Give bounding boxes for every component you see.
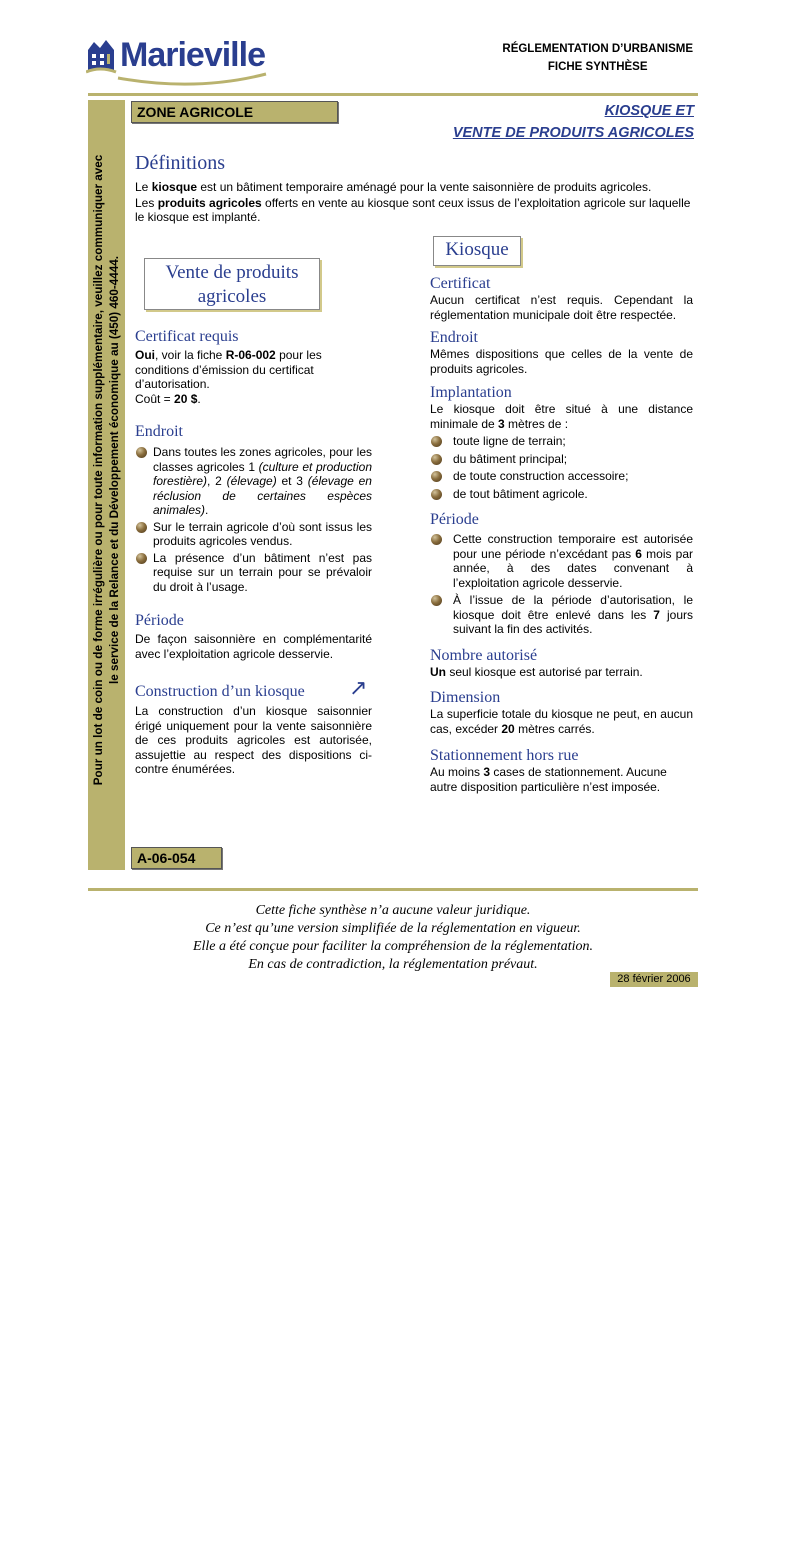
nombre-heading: Nombre autorisé [430, 646, 538, 664]
vente-box-line-2: agricoles [197, 286, 267, 307]
construction-heading-row [135, 675, 372, 701]
definitions-text [135, 180, 693, 225]
kiosque-endroit-heading: Endroit [430, 329, 478, 346]
definitions-heading: Définitions [135, 152, 225, 174]
footer-disclaimer [88, 902, 698, 974]
bullet-icon [136, 447, 147, 458]
logo [86, 30, 266, 86]
bullet-icon [431, 454, 442, 465]
title-line-2: VENTE DE PRODUITS AGRICOLES [452, 125, 694, 141]
document-date [610, 972, 698, 987]
logo-text: Marieville [120, 36, 265, 74]
title-line-1: KIOSQUE ET [604, 103, 694, 119]
arrow-icon: ↗ [349, 675, 368, 700]
definition-kiosque: Le kiosque est un bâtiment temporaire aménagé pour la vente saisonnière de produits agricoles. [135, 180, 652, 194]
kiosque-periode-item-1: Cette construction temporaire est autorisée pour une période n’excédant pas 6 mois par année, à des dates convenant à l’exploitation agricole desservie. [430, 532, 693, 590]
endroit-item-2: Sur le terrain agricole d’où sont issus les produits agricoles vendus. [135, 520, 372, 549]
left-column [135, 328, 372, 777]
bottom-rule [88, 888, 698, 891]
construction-text: La construction d’un kiosque saisonnier érigé uniquement pour la vente saisonnière de ces produits agricoles est autorisée, assujettie au respect des dispositions ci-contre énumérées. [135, 704, 372, 776]
endroit-heading: Endroit [135, 423, 183, 440]
certificat-requis-text: Oui, voir la fiche R-06-002 pour les conditions d’émission du certificat d’autorisation. Coût = 20 $. [135, 348, 322, 406]
implantation-item-4: de tout bâtiment agricole. [430, 487, 693, 502]
kiosque-certificat-heading: Certificat [430, 275, 491, 292]
implantation-item-2: du bâtiment principal; [430, 452, 693, 467]
document-code [131, 847, 222, 869]
stationnement-heading: Stationnement hors rue [430, 747, 579, 764]
document-date-text: 28 février 2006 [617, 973, 691, 985]
kiosque-periode-heading: Période [430, 511, 479, 528]
zone-label-text: ZONE AGRICOLE [137, 104, 254, 120]
implantation-list [430, 434, 693, 501]
vente-box-line-1: Vente de produits [165, 262, 299, 283]
implantation-item-3: de toute construction accessoire; [430, 469, 693, 484]
bullet-icon [431, 436, 442, 447]
periode-heading: Période [135, 612, 184, 629]
bullet-icon [431, 534, 442, 545]
bullet-icon [136, 553, 147, 564]
footer-line-3: Elle a été conçue pour faciliter la compréhension de la réglementation. [192, 939, 594, 954]
endroit-item-3: La présence d’un bâtiment n’est pas requise sur un terrain pour se prévaloir du droit à l’usage. [135, 551, 372, 595]
marieville-emblem-icon [86, 36, 122, 76]
zone-label [131, 101, 338, 123]
right-column [430, 275, 693, 794]
kiosque-certificat-text: Aucun certificat n’est requis. Cependant la réglementation municipale doit être respectée. [430, 293, 693, 322]
sidebar-contact-text [91, 105, 123, 835]
periode-text: De façon saisonnière en complémentarité avec l’exploitation agricole desservie. [135, 632, 372, 661]
header-line-1: RÉGLEMENTATION D’URBANISME [502, 43, 693, 55]
nombre-text: Un seul kiosque est autorisé par terrain. [430, 664, 643, 679]
logo-swoosh-icon [116, 72, 276, 88]
document-header [502, 40, 693, 76]
bullet-icon [431, 471, 442, 482]
definition-produits: Les produits agricoles offerts en vente au kiosque sont ceux issus de l’exploitation agricole sur laquelle le kiosque est implanté. [135, 195, 691, 224]
implantation-heading: Implantation [430, 384, 512, 401]
endroit-item-1: Dans toutes les zones agricoles, pour les classes agricoles 1 (culture et production forestière), 2 (élevage) et 3 (élevage en réclusion de certaines espèces animales). [135, 445, 372, 518]
footer-line-4: En cas de contradiction, la réglementation prévaut. [248, 957, 538, 972]
bullet-icon [136, 522, 147, 533]
certificat-requis-heading: Certificat requis [135, 328, 239, 345]
dimension-text: La superficie totale du kiosque ne peut, en aucun cas, excéder 20 mètres carrés. [430, 707, 693, 736]
bullet-icon [431, 595, 442, 606]
vente-box [144, 258, 320, 310]
kiosque-endroit-text: Mêmes dispositions que celles de la vente de produits agricoles. [430, 347, 693, 376]
sidebar-line-1: Pour un lot de coin ou de forme irrégulière ou pour toute information supplémentaire, veuillez communiquer avec [92, 154, 105, 786]
stationnement-text: Au moins 3 cases de stationnement. Aucune autre disposition particulière n’est imposée. [430, 765, 667, 794]
document-code-text: A-06-054 [137, 850, 196, 866]
implantation-item-1: toute ligne de terrain; [430, 434, 693, 449]
header-line-2: FICHE SYNTHÈSE [547, 61, 648, 73]
bullet-icon [431, 489, 442, 500]
construction-heading: Construction d’un kiosque [135, 683, 305, 700]
footer-line-2: Ce n’est qu’une version simplifiée de la réglementation en vigueur. [205, 921, 581, 936]
sidebar-line-2: le service de la Relance et du Développement économique au (450) 460-4444. [108, 255, 121, 685]
kiosque-box-title: Kiosque [445, 239, 509, 260]
top-rule [88, 93, 698, 96]
footer-line-1: Cette fiche synthèse n’a aucune valeur juridique. [255, 903, 531, 918]
page-title [453, 100, 694, 144]
dimension-heading: Dimension [430, 689, 501, 706]
implantation-intro: Le kiosque doit être situé à une distance minimale de 3 mètres de : [430, 402, 693, 431]
kiosque-box [433, 236, 521, 266]
kiosque-periode-item-2: À l’issue de la période d’autorisation, le kiosque doit être enlevé dans les 7 jours suivant la fin des activités. [430, 593, 693, 637]
